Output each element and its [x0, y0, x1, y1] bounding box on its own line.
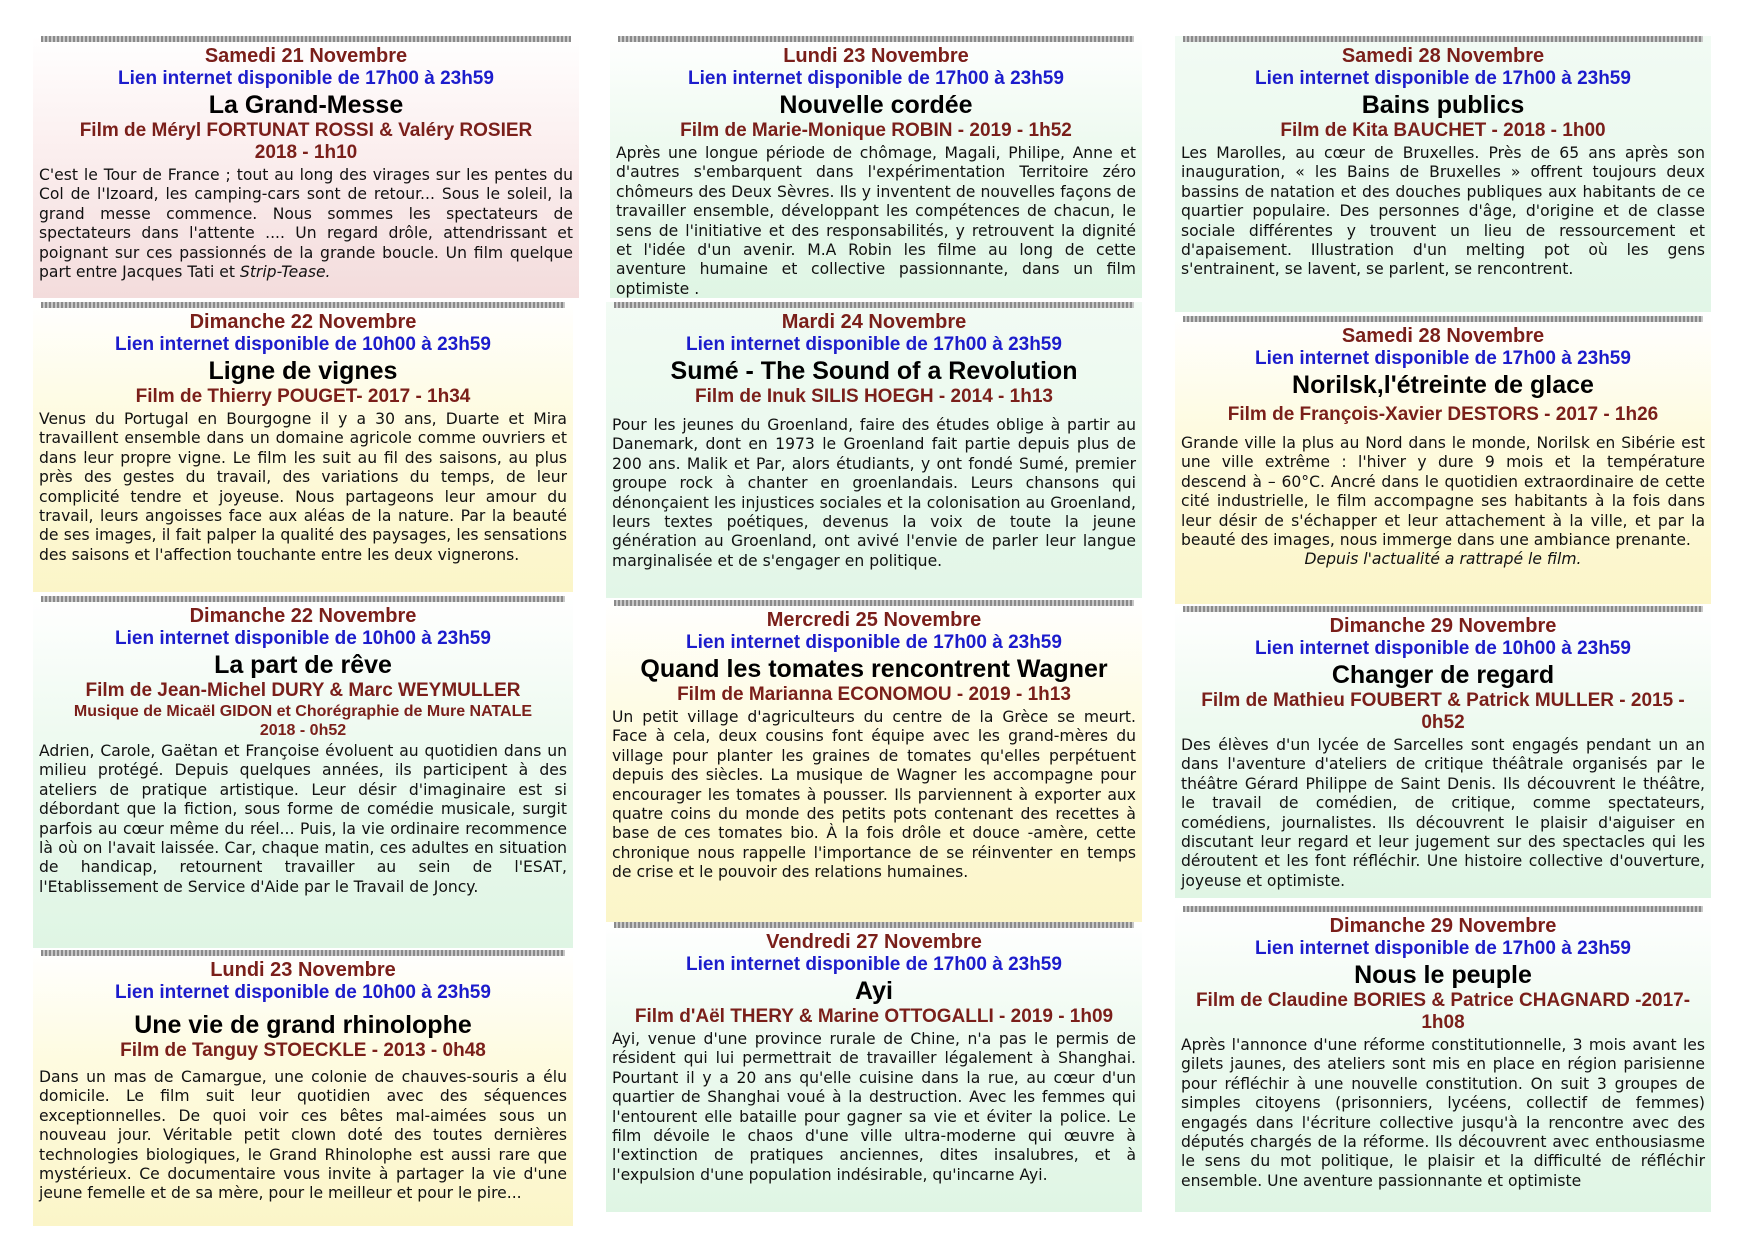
- streaming-availability: Lien internet disponible de 17h00 à 23h59: [686, 632, 1062, 653]
- film-reference-italic: Strip-Tease.: [239, 263, 331, 282]
- film-credits: Film de Claudine BORIES & Patrice CHAGNARD -2017-1h08: [1195, 990, 1691, 1033]
- screening-date: Dimanche 22 Novembre: [189, 311, 417, 333]
- film-card-sume: [606, 302, 1142, 598]
- film-note: Depuis l'actualité a rattrapé le film.: [1304, 550, 1582, 569]
- film-synopsis: Après l'annonce d'une réforme constitutionnelle, 3 mois avant les gilets jaunes, des ateliers sont mis en place en région parisienne pour réfléchir à une nouvelle constitution. On suit 3 groupes de simples citoyens (prisonniers, lycéens, collectif de femmes) engagés dans l'écriture collective jusqu'à la rencontre avec des députés chargés de la réforme. Ils découvrent avec enthousiasme le sens du mot politique, le plaisir et la difficulté de réfléchir ensemble. Une aventure passionnante et optimiste: [1181, 1036, 1705, 1190]
- film-card-grand-messe: [33, 36, 579, 298]
- streaming-availability: Lien internet disponible de 10h00 à 23h59: [115, 334, 491, 355]
- film-synopsis: C'est le Tour de France ; tout au long des virages sur les pentes du Col de l'Izoard, les camping-cars sont de retour... Sous le soleil, la grand messe commence. Nous sommes les spectateurs de spectateurs dans l'attente .... Un regard drôle, attendrissant et poignant sur ces passionnés de la grande boucle. Un film quelque part entre Jacques Tati et Strip-Tease.: [39, 166, 573, 282]
- film-synopsis: Des élèves d'un lycée de Sarcelles sont engagés pendant un an dans l'aventure d'ateliers de critique théâtrale organisés par le théâtre Gérard Philippe de Saint Denis. Ils découvrent le théâtre, le travail de comédien, de critique, comme spectateurs, comédiens, journalistes. Ils découvrent le plaisir d'aiguiser en discutant leur regard et leur jugement sur des spectacles qui les déroutent et les font réfléchir. Une histoire collective d'ouverture, joyeuse et optimiste.: [1181, 736, 1705, 890]
- screening-date: Dimanche 29 Novembre: [1329, 615, 1557, 637]
- film-card-ligne-de-vignes: [33, 302, 573, 592]
- film-synopsis: Dans un mas de Camargue, une colonie de chauves-souris a élu domicile. Le film suit leur quotidien avec des séquences exceptionnelles. De quoi voir ces bêtes mal-aimées sous un nouveau jour. Véritable petit clown doté des toutes dernières technologies biologiques, le Grand Rhinolophe est aussi rare que mystérieux. Ce documentaire vous invite à partager la vie d'une jeune femelle et de sa mère, pour le meilleur et pour le pire...: [39, 1068, 567, 1203]
- streaming-availability: Lien internet disponible de 10h00 à 23h59: [115, 982, 491, 1003]
- screening-date: Mercredi 25 Novembre: [766, 609, 982, 631]
- streaming-availability: Lien internet disponible de 10h00 à 23h59: [115, 628, 491, 649]
- film-synopsis: Grande ville la plus au Nord dans le monde, Norilsk en Sibérie est une ville extrême : l'hiver y dure 9 mois et la température descend à – 60°C. Ancré dans le quotidien extraordinaire de cette cité industrielle, le film accompagne ses habitants à la fois dans leur désir de s'échapper et leur attachement à la ville, et par la beauté des images, nous immerge dans une ambiance prenante.: [1181, 434, 1705, 550]
- streaming-availability: Lien internet disponible de 17h00 à 23h59: [688, 68, 1064, 89]
- film-synopsis: Adrien, Carole, Gaëtan et Françoise évoluent au quotidien dans un milieu protégé. Depuis quelques années, ils participent à des ateliers de pratique artistique. Leur désir d'imaginaire est si débordant que la fiction, sous forme de comédie musicale, surgit parfois au cœur même du réel... Puis, la vie ordinaire recommence là où on l'avait laissée. Car, chaque matin, ces adultes en situation de handicap, retournent travailler au sein de l'ESAT, l'Etablissement de Service d'Aide par le Travail de Joncy.: [39, 742, 567, 896]
- film-music-credits: Musique de Micaël GIDON et Chorégraphie de Mure NATALE: [73, 703, 533, 720]
- streaming-availability: Lien internet disponible de 17h00 à 23h59: [118, 68, 494, 89]
- film-credits: Film de Jean-Michel DURY & Marc WEYMULLER: [85, 680, 521, 701]
- film-title: La part de rêve: [214, 651, 392, 679]
- film-title: Quand les tomates rencontrent Wagner: [640, 655, 1108, 683]
- film-synopsis: Venus du Portugal en Bourgogne il y a 30 ans, Duarte et Mira travaillent ensemble dans un domaine agricole comme ouvriers et dans leur propre vigne. Le film les suit au fil des saisons, au plus près des gestes du travail, des variations du temps, de leur complicité tendre et joyeuse. Nous partageons leur amour du travail, leurs angoisses face aux aléas de la nature. Par la beauté de ses images, il fait palper la qualité des paysages, les sensations des saisons et l'affection touchante entre les deux vignerons.: [39, 410, 567, 564]
- streaming-availability: Lien internet disponible de 17h00 à 23h59: [686, 334, 1062, 355]
- screening-date: Dimanche 29 Novembre: [1329, 915, 1557, 937]
- film-title: Nouvelle cordée: [779, 91, 973, 119]
- screening-date: Vendredi 27 Novembre: [766, 931, 982, 953]
- film-credits: Film de Méryl FORTUNAT ROSSI & Valéry ROSIER: [79, 120, 533, 141]
- film-card-nouvelle-cordee: [610, 36, 1142, 298]
- film-year-duration: 2018 - 0h52: [259, 722, 347, 739]
- screening-date: Dimanche 22 Novembre: [189, 605, 417, 627]
- film-card-part-de-reve: [33, 596, 573, 948]
- film-synopsis: Les Marolles, au cœur de Bruxelles. Près de 65 ans après son inauguration, « les Bains de Bruxelles » offrent toujours deux bassins de natation et des douches publiques aux habitants de ce quartier populaire. Des personnes d'âge, d'origine et de classe sociale différentes y trouvent un lieu de ressourcement et d'apaisement. Illustration d'un melting pot où les gens s'entrainent, se lavent, se parlent, se rencontrent.: [1181, 144, 1705, 279]
- film-credits: Film de François-Xavier DESTORS - 2017 - 1h26: [1227, 404, 1659, 425]
- film-credits: Film de Tanguy STOECKLE - 2013 - 0h48: [120, 1040, 486, 1061]
- film-title: Ayi: [855, 977, 893, 1005]
- screening-date: Samedi 28 Novembre: [1341, 325, 1545, 347]
- film-title: Bains publics: [1361, 91, 1525, 119]
- streaming-availability: Lien internet disponible de 17h00 à 23h59: [1255, 68, 1631, 89]
- film-title: Une vie de grand rhinolophe: [134, 1011, 472, 1039]
- streaming-availability: Lien internet disponible de 17h00 à 23h59: [1255, 938, 1631, 959]
- film-card-norilsk: [1175, 316, 1711, 604]
- film-year-duration: 2018 - 1h10: [254, 142, 358, 163]
- film-credits: Film de Inuk SILIS HOEGH - 2014 - 1h13: [695, 386, 1053, 407]
- film-title: La Grand-Messe: [208, 91, 404, 119]
- film-title: Changer de regard: [1331, 661, 1555, 689]
- film-title: Norilsk,l'étreinte de glace: [1292, 371, 1594, 399]
- film-card-tomates-wagner: [606, 600, 1142, 922]
- film-credits: Film de Marie-Monique ROBIN - 2019 - 1h52: [680, 120, 1072, 141]
- screening-date: Lundi 23 Novembre: [783, 45, 969, 67]
- film-synopsis: Ayi, venue d'une province rurale de Chine, n'a pas le permis de résident qui lui permettrait de travailler légalement à Shanghai. Pourtant il y a 20 ans qu'elle cuisine dans la rue, au cœur d'un quartier de Shanghai voué à la destruction. Avec les femmes qui l'entourent elle bataille pour gagner sa vie et éviter la police. Le film dévoile le chaos d'une ville ultra-moderne qui œuvre à l'extinction de pratiques anciennes, dites insalubres, et à l'expulsion d'une population indésirable, qu'incarne Ayi.: [612, 1030, 1136, 1184]
- film-title: Ligne de vignes: [208, 357, 398, 385]
- film-title: Sumé - The Sound of a Revolution: [670, 357, 1078, 385]
- film-synopsis: Après une longue période de chômage, Magali, Philipe, Anne et d'autres s'embarquent dans l'expérimentation Territoire zéro chômeurs des Deux Sèvres. Ils y inventent de nouvelles façons de travailler ensemble, développant les compétences de chacun, le sens de l'initiative et des responsabilités, y retrouvent la dignité et l'idée d'un avenir. M.A Robin les filme au long de cette aventure humaine et collective passionnante, dans un film optimiste .: [616, 144, 1136, 298]
- film-card-nous-le-peuple: [1175, 906, 1711, 1212]
- film-credits: Film d'Aël THERY & Marine OTTOGALLI - 2019 - 1h09: [634, 1006, 1114, 1027]
- screening-date: Samedi 21 Novembre: [204, 45, 408, 67]
- screening-date: Lundi 23 Novembre: [210, 959, 396, 981]
- film-title: Nous le peuple: [1354, 961, 1532, 989]
- film-synopsis: Pour les jeunes du Groenland, faire des études oblige à partir au Danemark, dont en 1973 le Groenland fait partie depuis plus de 200 ans. Malik et Par, alors étudiants, y ont fondé Sumé, premier groupe rock à chanter en groenlandais. Leurs chansons qui dénonçaient les injustices sociales et la colonisation au Groenland, leurs textes poétiques, devenus la voix de toute la jeune génération au Groenland, ont avivé l'envie de parler leur langue marginalisée et de s'engager en politique.: [612, 416, 1136, 570]
- film-card-bains-publics: [1175, 36, 1711, 312]
- film-credits: Film de Thierry POUGET- 2017 - 1h34: [135, 386, 471, 407]
- film-card-grand-rhinolophe: [33, 950, 573, 1226]
- film-credits: Film de Mathieu FOUBERT & Patrick MULLER - 2015 - 0h52: [1201, 690, 1685, 733]
- streaming-availability: Lien internet disponible de 17h00 à 23h59: [686, 954, 1062, 975]
- screening-date: Samedi 28 Novembre: [1341, 45, 1545, 67]
- film-synopsis: Un petit village d'agriculteurs du centre de la Grèce se meurt. Face à cela, deux cousins font équipe avec les grand-mères du village pour planter les graines de tomates qu'elles perpétuent depuis des siècles. La musique de Wagner les accompagne pour encourager les tomates à pousser. Ils parviennent à exporter aux quatre coins du monde des petits pots contenant des recettes à base de ces tomates bio. À la fois drôle et douce -amère, cette chronique nous rappelle l'importance de se réinventer en temps de crise et le pouvoir des relations humaines.: [612, 708, 1136, 882]
- streaming-availability: Lien internet disponible de 17h00 à 23h59: [1255, 348, 1631, 369]
- streaming-availability: Lien internet disponible de 10h00 à 23h59: [1255, 638, 1631, 659]
- film-card-ayi: [606, 922, 1142, 1212]
- screening-date: Mardi 24 Novembre: [781, 311, 967, 333]
- film-credits: Film de Marianna ECONOMOU - 2019 - 1h13: [677, 684, 1071, 705]
- film-credits: Film de Kita BAUCHET - 2018 - 1h00: [1280, 120, 1606, 141]
- film-card-changer-de-regard: [1175, 606, 1711, 898]
